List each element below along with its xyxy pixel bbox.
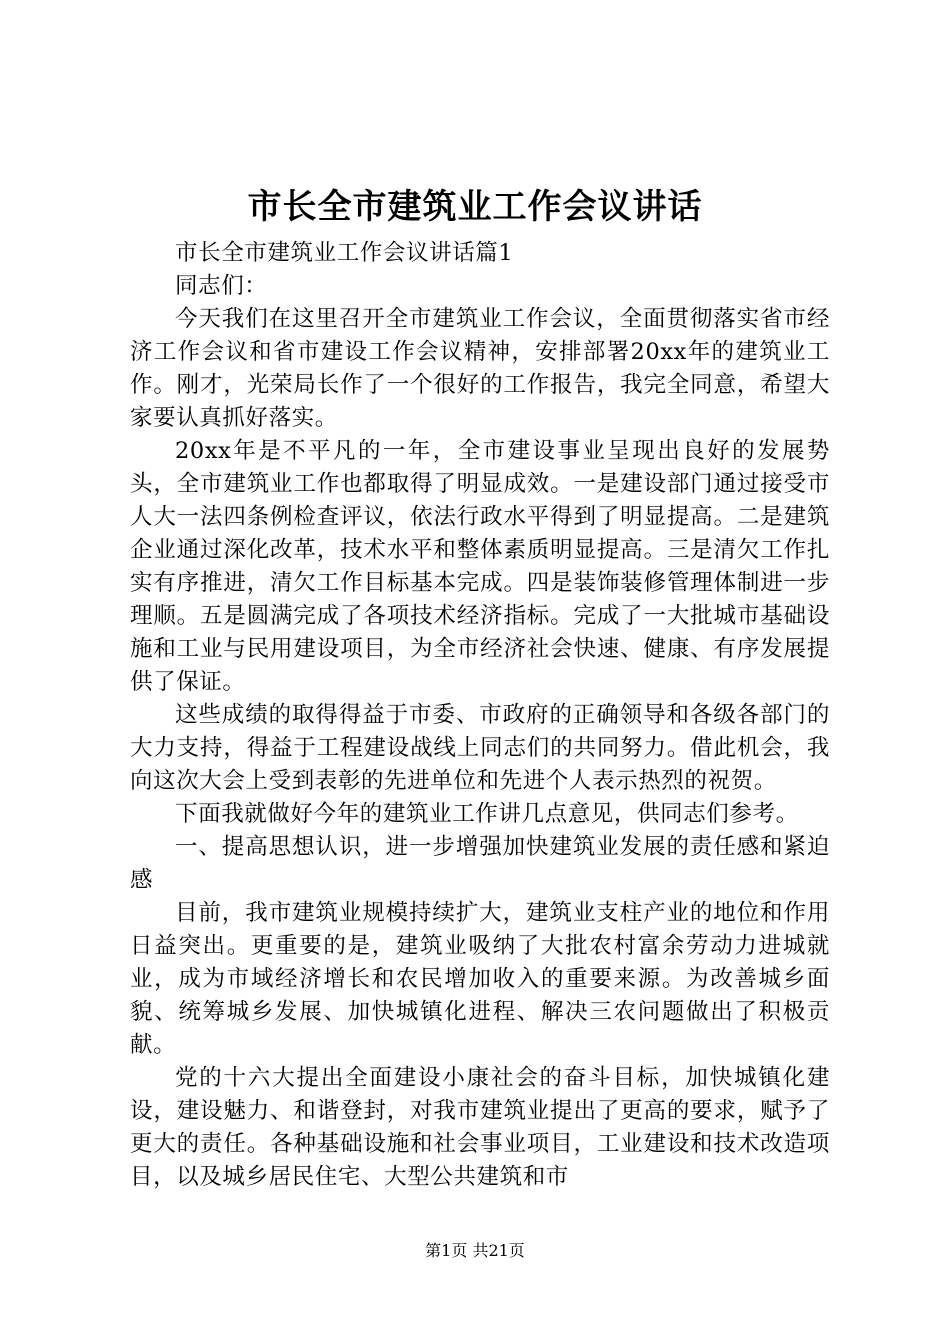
salutation-paragraph: 同志们： bbox=[175, 273, 268, 299]
subtitle-paragraph: 市长全市建筑业工作会议讲话篇1 bbox=[175, 240, 514, 266]
body-paragraph: 这些成绩的取得得益于市委、市政府的正确领导和各级各部门的大力支持，得益于工程建设战线上同志们的共同努力。借此机会，我向这次大会上受到表彰的先进单位和先进个人表示热烈的祝贺。 bbox=[130, 702, 830, 794]
page-number-footer: 第1页 共21页 bbox=[425, 1241, 525, 1260]
body-paragraph: 20xx年是不平凡的一年，全市建设事业呈现出良好的发展势头，全市建筑业工作也都取得了明显成效。一是建设部门通过接受市人大一法四条例检查评议，依法行政水平得到了明显提高。二是建筑企业通过深化改革，技术水平和整体素质明显提高。三是清欠工作扎实有序推进，清欠工作目标基本完成。四是装饰装修管理体制进一步理顺。五是圆满完成了各项技术经济指标。完成了一大批城市基础设施和工业与民用建设项目，为全市经济社会快速、健康、有序发展提供了保证。 bbox=[130, 438, 830, 695]
body-paragraph: 目前，我市建筑业规模持续扩大，建筑业支柱产业的地位和作用日益突出。更重要的是，建筑业吸纳了大批农村富余劳动力进城就业，成为市域经济增长和农民增加收入的重要来源。为改善城乡面貌、统筹城乡发展、加快城镇化进程、解决三农问题做出了积极贡献。 bbox=[130, 900, 830, 1058]
document-title: 市长全市建筑业工作会议讲话 bbox=[247, 187, 703, 227]
body-paragraph: 下面我就做好今年的建筑业工作讲几点意见，供同志们参考。 bbox=[175, 801, 799, 827]
body-paragraph: 党的十六大提出全面建设小康社会的奋斗目标，加快城镇化建设，建设魅力、和谐登封，对我市建筑业提出了更高的要求，赋予了更大的责任。各种基础设施和社会事业项目，工业建设和技术改造项目，以及城乡居民住宅、大型公共建筑和市 bbox=[130, 1065, 830, 1190]
body-paragraph: 今天我们在这里召开全市建筑业工作会议，全面贯彻落实省市经济工作会议和省市建设工作会议精神，安排部署20xx年的建筑业工作。刚才，光荣局长作了一个很好的工作报告，我完全同意，希望大家要认真抓好落实。 bbox=[130, 306, 830, 431]
section-heading: 一、提高思想认识，进一步增强加快建筑业发展的责任感和紧迫感 bbox=[130, 834, 830, 893]
document-body bbox=[130, 237, 830, 1194]
